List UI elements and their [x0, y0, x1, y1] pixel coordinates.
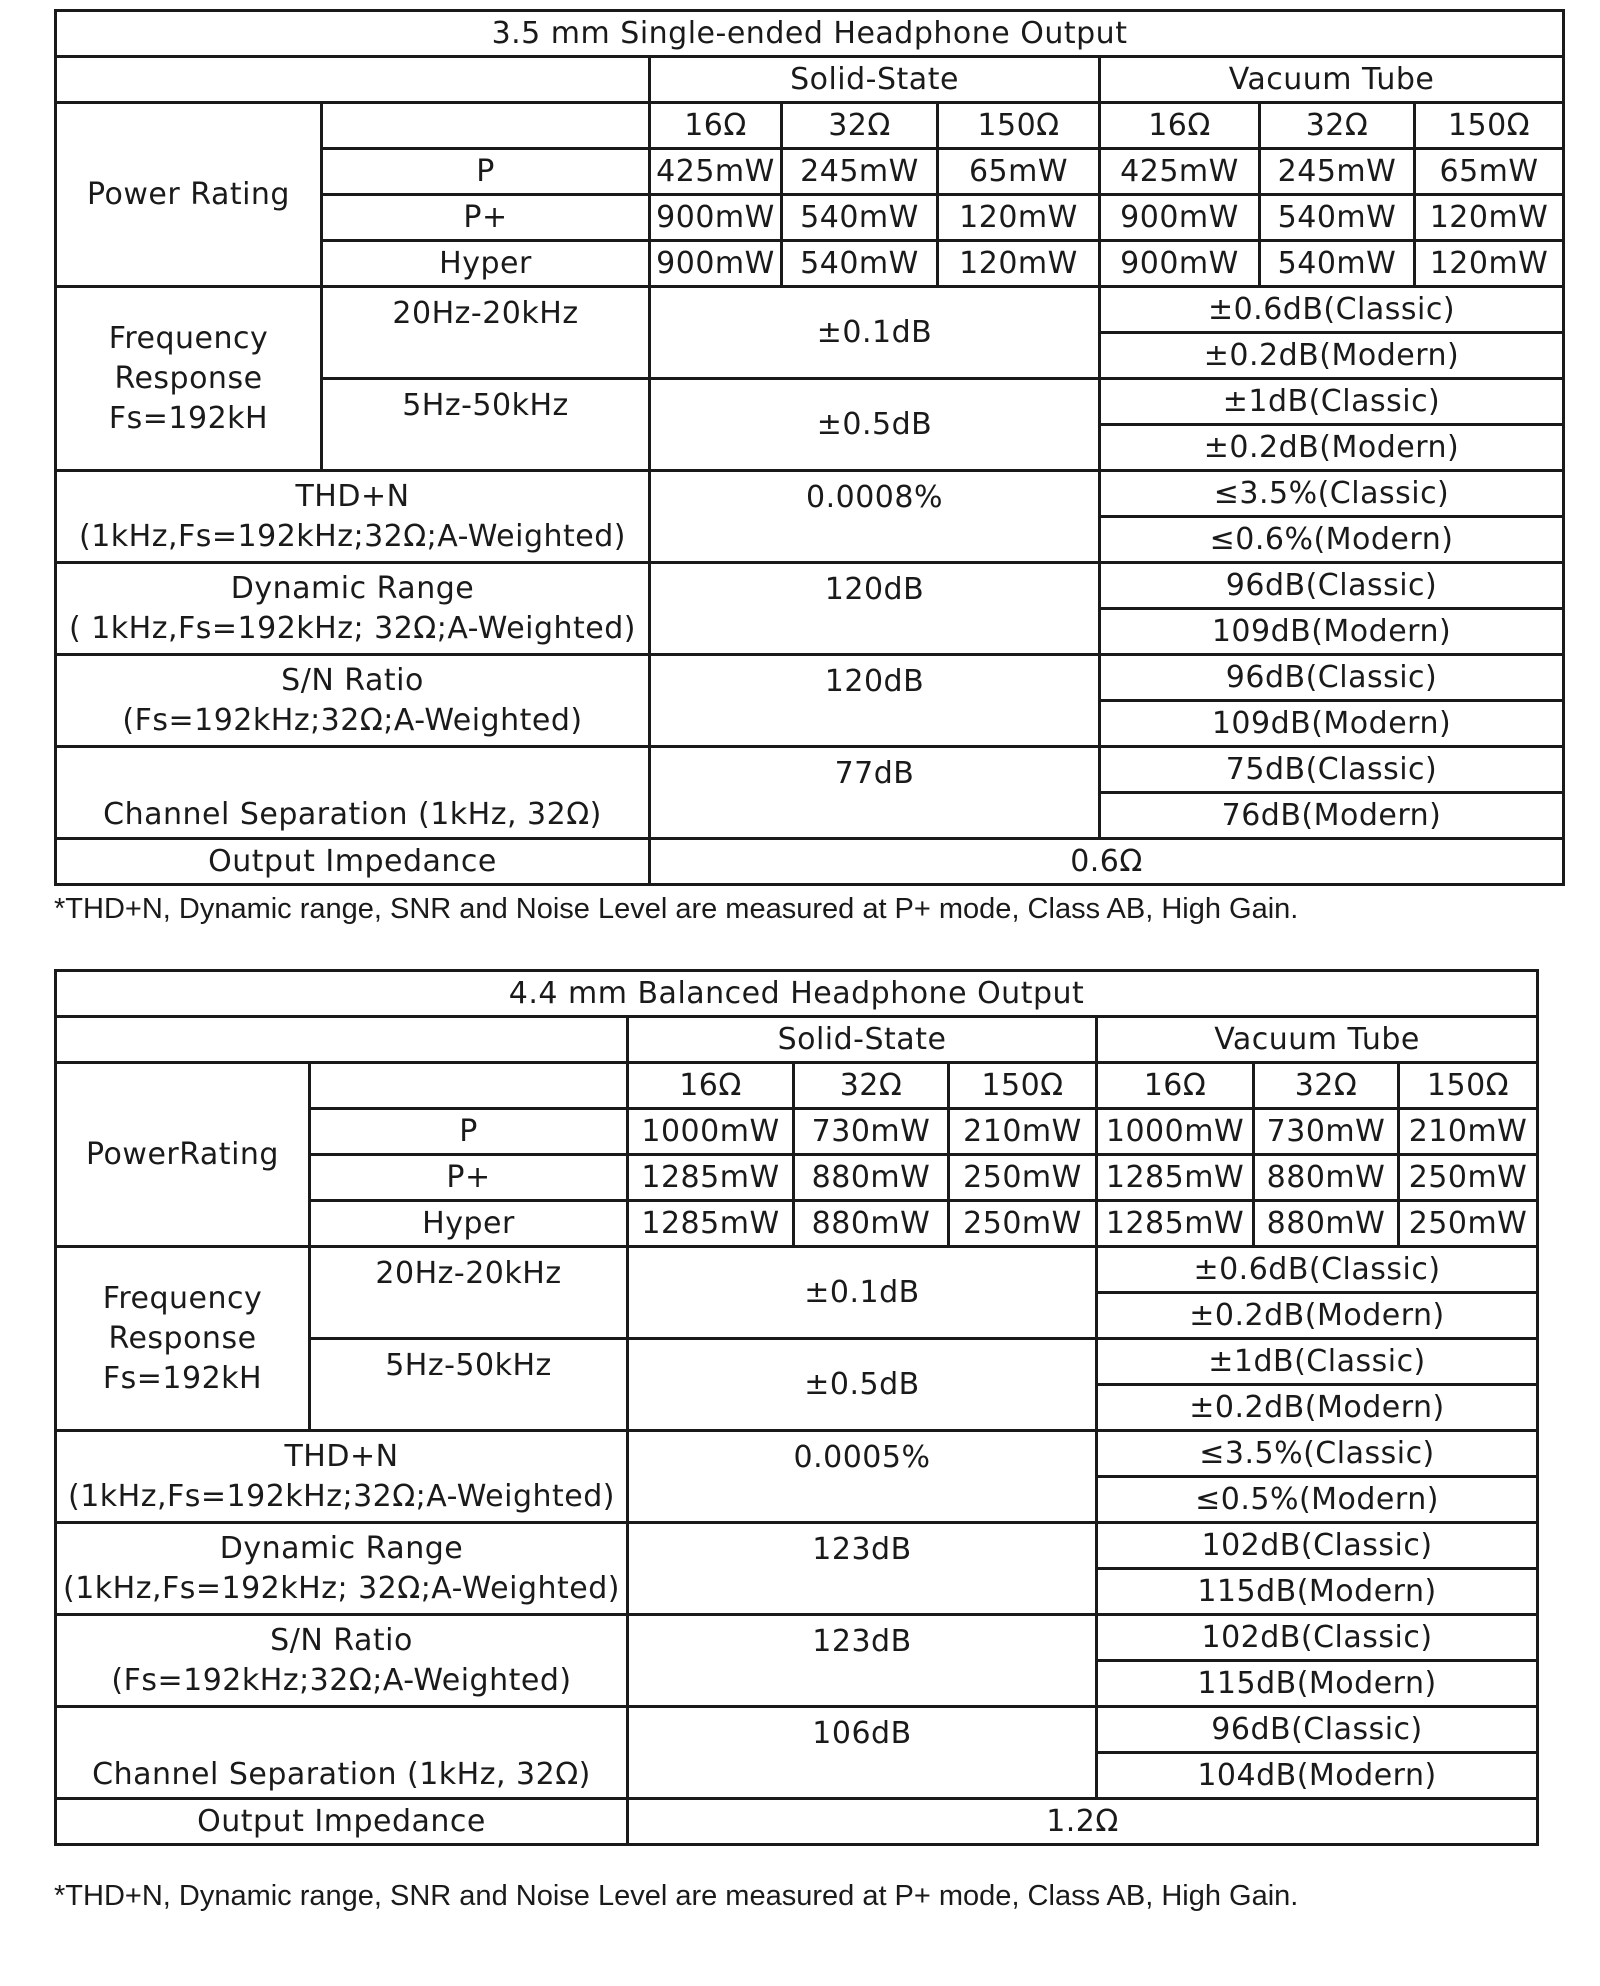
power-value: 245mW [782, 149, 938, 195]
load-header: 16Ω [628, 1063, 794, 1109]
load-header: 16Ω [650, 103, 782, 149]
group-header-solid-state: Solid-State [628, 1017, 1097, 1063]
snr-solid-value: 120dB [650, 655, 1100, 747]
output-impedance-value: 0.6Ω [650, 839, 1564, 885]
snr-label [56, 655, 650, 747]
power-mode-label: P+ [310, 1155, 628, 1201]
freq-solid-value: ±0.5dB [650, 379, 1100, 471]
power-value: 120mW [938, 195, 1100, 241]
power-value: 540mW [782, 241, 938, 287]
power-rating-label: PowerRating [56, 1063, 310, 1247]
dynamic-range-modern-value: 109dB(Modern) [1100, 609, 1564, 655]
power-value: 425mW [1100, 149, 1260, 195]
channel-separation-modern-value: 76dB(Modern) [1100, 793, 1564, 839]
freq-solid-value: ±0.1dB [628, 1247, 1097, 1339]
freq-modern-value: ±0.2dB(Modern) [1097, 1293, 1538, 1339]
power-value: 65mW [1415, 149, 1564, 195]
spec-label-line1: S/N Ratio [270, 1622, 413, 1658]
channel-separation-label: Channel Separation (1kHz, 32Ω) [56, 747, 650, 839]
spec-label-line1: Dynamic Range [219, 1530, 464, 1566]
power-value: 1285mW [628, 1201, 794, 1247]
power-value: 250mW [949, 1201, 1097, 1247]
power-mode-label: P+ [322, 195, 650, 241]
blank-cell [56, 57, 650, 103]
group-header-vacuum-tube: Vacuum Tube [1100, 57, 1564, 103]
power-value: 900mW [650, 195, 782, 241]
freq-modern-value: ±0.2dB(Modern) [1100, 333, 1564, 379]
power-value: 245mW [1260, 149, 1415, 195]
spec-label-line1: THD+N [284, 1438, 399, 1474]
footnote: *THD+N, Dynamic range, SNR and Noise Level are measured at P+ mode, Class AB, High Gain. [54, 1880, 1299, 1912]
blank-cell [322, 103, 650, 149]
power-value: 1285mW [1097, 1155, 1254, 1201]
power-mode-label: P [310, 1109, 628, 1155]
footnote: *THD+N, Dynamic range, SNR and Noise Level are measured at P+ mode, Class AB, High Gain. [54, 893, 1299, 925]
freq-classic-value: ±1dB(Classic) [1100, 379, 1564, 425]
power-value: 880mW [794, 1201, 949, 1247]
power-value: 540mW [782, 195, 938, 241]
power-value: 880mW [1254, 1201, 1399, 1247]
frequency-response-label: Frequency Response Fs=192kH [56, 1247, 310, 1431]
load-header: 150Ω [949, 1063, 1097, 1109]
table-title: 4.4 mm Balanced Headphone Output [56, 971, 1538, 1017]
output-impedance-value: 1.2Ω [628, 1799, 1538, 1845]
load-header: 32Ω [1260, 103, 1415, 149]
power-value: 210mW [1399, 1109, 1538, 1155]
load-header: 16Ω [1097, 1063, 1254, 1109]
spec-label-line2: (1kHz,Fs=192kHz;32Ω;A-Weighted) [79, 518, 626, 554]
thd-modern-value: ≤0.6%(Modern) [1100, 517, 1564, 563]
table-title: 3.5 mm Single-ended Headphone Output [56, 11, 1564, 57]
snr-classic-value: 102dB(Classic) [1097, 1615, 1538, 1661]
power-value: 1000mW [628, 1109, 794, 1155]
freq-classic-value: ±0.6dB(Classic) [1097, 1247, 1538, 1293]
thd-classic-value: ≤3.5%(Classic) [1097, 1431, 1538, 1477]
power-value: 250mW [1399, 1155, 1538, 1201]
freq-solid-value: ±0.1dB [650, 287, 1100, 379]
group-header-solid-state: Solid-State [650, 57, 1100, 103]
freq-modern-value: ±0.2dB(Modern) [1097, 1385, 1538, 1431]
load-header: 150Ω [938, 103, 1100, 149]
power-value: 900mW [1100, 195, 1260, 241]
freq-classic-value: ±0.6dB(Classic) [1100, 287, 1564, 333]
load-header: 32Ω [782, 103, 938, 149]
snr-modern-value: 109dB(Modern) [1100, 701, 1564, 747]
freq-range-label: 5Hz-50kHz [310, 1339, 628, 1431]
dynamic-range-modern-value: 115dB(Modern) [1097, 1569, 1538, 1615]
load-header: 16Ω [1100, 103, 1260, 149]
spec-label-line1: S/N Ratio [281, 662, 424, 698]
power-value: 880mW [794, 1155, 949, 1201]
channel-separation-solid-value: 106dB [628, 1707, 1097, 1799]
dynamic-range-solid-value: 123dB [628, 1523, 1097, 1615]
frequency-response-label: Frequency Response Fs=192kH [56, 287, 322, 471]
dynamic-range-label [56, 1523, 628, 1615]
power-value: 900mW [1100, 241, 1260, 287]
freq-range-label: 20Hz-20kHz [310, 1247, 628, 1339]
power-rating-label: Power Rating [56, 103, 322, 287]
power-mode-label: Hyper [322, 241, 650, 287]
snr-modern-value: 115dB(Modern) [1097, 1661, 1538, 1707]
channel-separation-classic-value: 75dB(Classic) [1100, 747, 1564, 793]
load-header: 32Ω [1254, 1063, 1399, 1109]
freq-solid-value: ±0.5dB [628, 1339, 1097, 1431]
power-value: 250mW [1399, 1201, 1538, 1247]
power-value: 730mW [794, 1109, 949, 1155]
load-header: 32Ω [794, 1063, 949, 1109]
output-impedance-label: Output Impedance [56, 839, 650, 885]
power-value: 120mW [1415, 241, 1564, 287]
power-value: 250mW [949, 1155, 1097, 1201]
spec-table-single-ended [54, 9, 1565, 886]
power-value: 120mW [938, 241, 1100, 287]
dynamic-range-classic-value: 102dB(Classic) [1097, 1523, 1538, 1569]
power-value: 210mW [949, 1109, 1097, 1155]
snr-label [56, 1615, 628, 1707]
spec-label-line2: (Fs=192kHz;32Ω;A-Weighted) [111, 1662, 572, 1698]
snr-classic-value: 96dB(Classic) [1100, 655, 1564, 701]
load-header: 150Ω [1399, 1063, 1538, 1109]
power-value: 900mW [650, 241, 782, 287]
output-impedance-label: Output Impedance [56, 1799, 628, 1845]
channel-separation-label: Channel Separation (1kHz, 32Ω) [56, 1707, 628, 1799]
freq-range-label: 20Hz-20kHz [322, 287, 650, 379]
power-value: 540mW [1260, 195, 1415, 241]
thd-label [56, 1431, 628, 1523]
thd-modern-value: ≤0.5%(Modern) [1097, 1477, 1538, 1523]
snr-solid-value: 123dB [628, 1615, 1097, 1707]
power-value: 1285mW [628, 1155, 794, 1201]
thd-label [56, 471, 650, 563]
power-value: 730mW [1254, 1109, 1399, 1155]
power-value: 65mW [938, 149, 1100, 195]
spec-label-line2: (1kHz,Fs=192kHz; 32Ω;A-Weighted) [62, 1570, 620, 1606]
power-mode-label: Hyper [310, 1201, 628, 1247]
spec-label-line1: THD+N [295, 478, 410, 514]
thd-classic-value: ≤3.5%(Classic) [1100, 471, 1564, 517]
freq-range-label: 5Hz-50kHz [322, 379, 650, 471]
power-value: 1285mW [1097, 1201, 1254, 1247]
spec-label-line1: Dynamic Range [230, 570, 475, 606]
blank-cell [56, 1017, 628, 1063]
freq-modern-value: ±0.2dB(Modern) [1100, 425, 1564, 471]
load-header: 150Ω [1415, 103, 1564, 149]
dynamic-range-classic-value: 96dB(Classic) [1100, 563, 1564, 609]
dynamic-range-label [56, 563, 650, 655]
power-mode-label: P [322, 149, 650, 195]
blank-cell [310, 1063, 628, 1109]
channel-separation-modern-value: 104dB(Modern) [1097, 1753, 1538, 1799]
power-value: 880mW [1254, 1155, 1399, 1201]
spec-label-line2: (Fs=192kHz;32Ω;A-Weighted) [122, 702, 583, 738]
power-value: 1000mW [1097, 1109, 1254, 1155]
group-header-vacuum-tube: Vacuum Tube [1097, 1017, 1538, 1063]
freq-classic-value: ±1dB(Classic) [1097, 1339, 1538, 1385]
power-value: 540mW [1260, 241, 1415, 287]
spec-table-balanced [54, 969, 1539, 1846]
spec-label-line2: ( 1kHz,Fs=192kHz; 32Ω;A-Weighted) [68, 610, 637, 646]
thd-solid-value: 0.0008% [650, 471, 1100, 563]
channel-separation-solid-value: 77dB [650, 747, 1100, 839]
spec-label-line2: (1kHz,Fs=192kHz;32Ω;A-Weighted) [68, 1478, 615, 1514]
thd-solid-value: 0.0005% [628, 1431, 1097, 1523]
power-value: 120mW [1415, 195, 1564, 241]
channel-separation-classic-value: 96dB(Classic) [1097, 1707, 1538, 1753]
power-value: 425mW [650, 149, 782, 195]
dynamic-range-solid-value: 120dB [650, 563, 1100, 655]
